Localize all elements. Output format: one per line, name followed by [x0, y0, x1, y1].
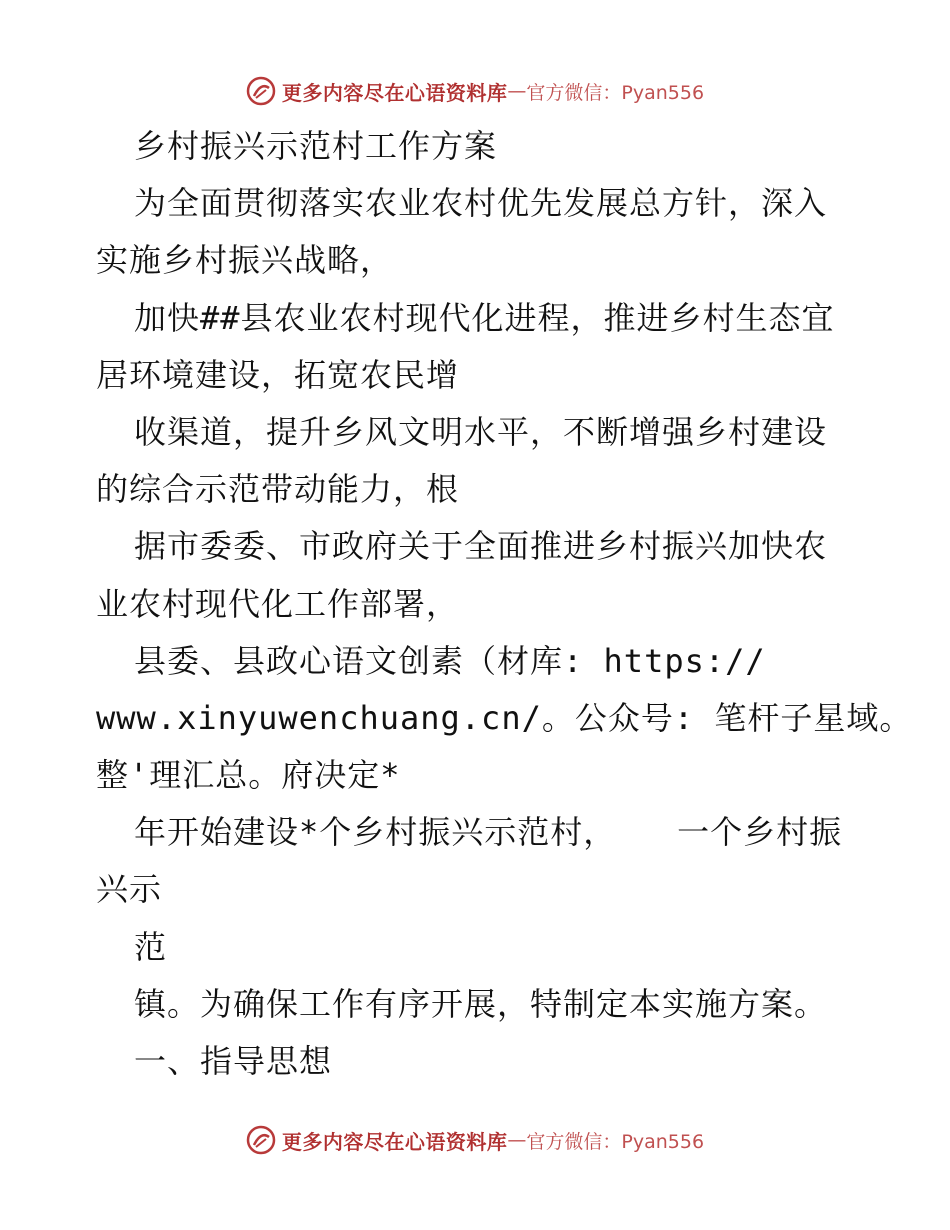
- banner-brand-text: 更多内容尽在心语资料库: [281, 1129, 508, 1154]
- document-line: www.xinyuwenchuang.cn/。公众号: 笔杆子星域。: [96, 698, 913, 737]
- document-line: 据市委委、市政府关于全面推进乡村振兴加快农: [134, 527, 828, 566]
- document-line: 的综合示范带动能力，根: [96, 470, 460, 509]
- footer-watermark-banner: [0, 1120, 950, 1160]
- document-line: 整'理汇总。府决定*: [96, 756, 401, 795]
- document-line: 乡村振兴示范村工作方案: [134, 127, 498, 165]
- logo-icon: [246, 1125, 276, 1155]
- banner-wechat-text: 官方微信：Pyan556: [526, 81, 705, 104]
- document-line: 收渠道，提升乡风文明水平，不断增强乡村建设: [134, 412, 828, 451]
- header-watermark-banner: [0, 71, 950, 111]
- document-line: 兴示: [96, 870, 163, 909]
- banner-brand-text: 更多内容尽在心语资料库: [281, 80, 508, 105]
- document-line: 居环境建设，拓宽农民增: [96, 355, 460, 394]
- document-line: 县委、县政心语文创素（材库: https://: [134, 641, 766, 680]
- document-line: 加快##县农业农村现代化进程，推进乡村生态宜: [134, 298, 835, 337]
- document-line: 一、指导思想: [134, 1042, 333, 1080]
- document-line: 年开始建设*个乡村振兴示范村， 一个乡村振: [134, 813, 843, 852]
- document-line: 业农村现代化工作部署，: [96, 584, 460, 623]
- banner-dash: —: [507, 80, 527, 102]
- document-body: [96, 118, 913, 1090]
- document-line: 实施乡村振兴战略，: [96, 241, 394, 280]
- banner-wechat-text: 官方微信：Pyan556: [526, 1130, 705, 1153]
- document-line: 镇。为确保工作有序开展，特制定本实施方案。: [134, 984, 828, 1023]
- document-line: 为全面贯彻落实农业农村优先发展总方针，深入: [134, 184, 828, 223]
- banner-dash: —: [507, 1129, 527, 1151]
- document-line: 范: [134, 927, 168, 966]
- logo-icon: [246, 76, 276, 106]
